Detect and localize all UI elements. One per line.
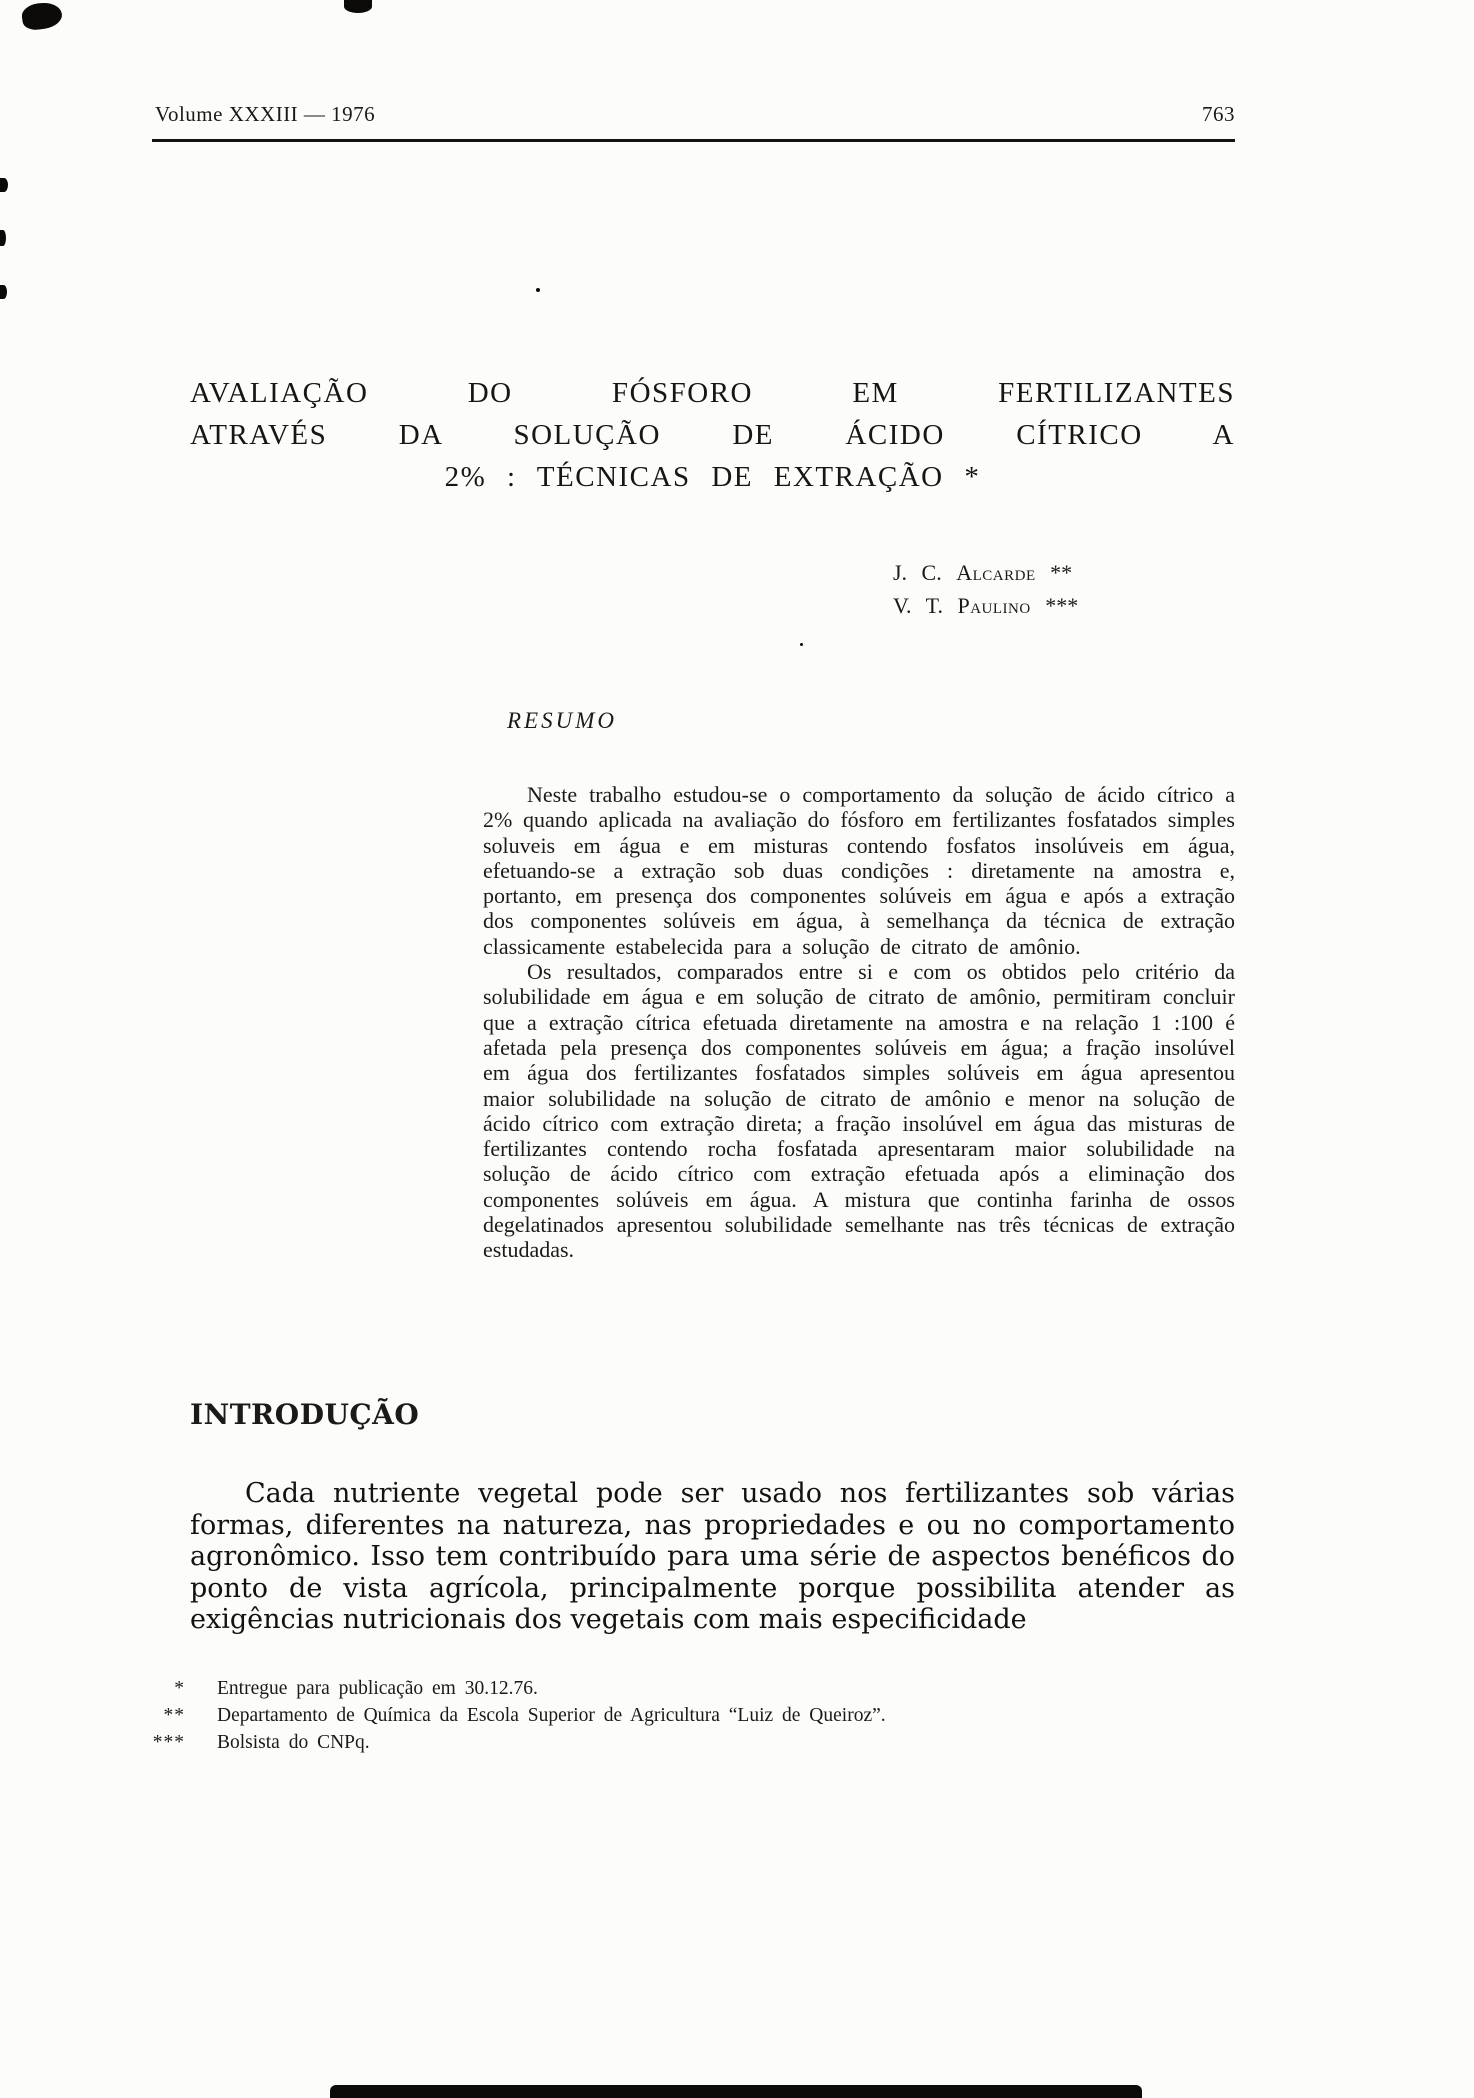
- scan-artifact-speck-1: [536, 288, 540, 292]
- author-line-1: [893, 556, 1078, 589]
- scan-artifact-left-edge-dash-2: [0, 230, 6, 246]
- introduction-heading: INTRODUÇÃO: [190, 1398, 420, 1431]
- abstract-heading: RESUMO: [507, 708, 617, 733]
- scan-artifact-top-left-blob: [20, 0, 63, 31]
- scan-artifact-left-edge-dash-1: [0, 178, 8, 192]
- header-rule: [152, 139, 1235, 142]
- page-number: 763: [1202, 102, 1235, 126]
- introduction-paragraph: Cada nutriente vegetal pode ser usado nos fertilizantes sob várias formas, diferentes na natureza, nas propriedades e ou no comportamento agronômico. Isso tem contribuído para uma série de aspectos benéficos do ponto de vista agrícola, principalmente porque possibilita atender as exigências nutricionais dos vegetais com mais especificidade: [190, 1478, 1235, 1635]
- author-line-2: [893, 589, 1078, 622]
- abstract-paragraph-1: Neste trabalho estudou-se o comportamento da solução de ácido cítrico a 2% quando aplicada na avaliação do fósforo em fertilizantes fosfatados simples soluveis em água e em misturas contendo fosfatos insolúveis em água, efetuando-se a extração sob duas condições : diretamente na amostra e, portanto, em presença dos componentes solúveis em água e após a extração dos componentes solúveis em água, à semelhança da técnica de extração classicamente estabelecida para a solução de citrato de amônio.: [483, 782, 1235, 959]
- title-line-3: 2% : TÉCNICAS DE EXTRAÇÃO *: [444, 461, 981, 493]
- author-2-footnote-marker: ***: [1045, 593, 1079, 618]
- footnote-3-text: Bolsista do CNPq.: [217, 1732, 370, 1753]
- author-1-surname: Alcarde: [956, 560, 1036, 585]
- scan-artifact-left-edge-dash-3: [0, 285, 7, 299]
- footnote-1-marker: *: [174, 1678, 185, 1699]
- author-1-initials: J. C.: [893, 560, 942, 585]
- article-title: [190, 372, 1235, 498]
- authors-block: [893, 556, 1078, 622]
- introduction-body: [190, 1478, 1235, 1636]
- scan-artifact-bottom-bar: [330, 2085, 1142, 2098]
- abstract-body: [483, 782, 1235, 1263]
- author-2-initials: V. T.: [893, 593, 943, 618]
- footnote-3-marker: ***: [152, 1732, 185, 1753]
- author-1-footnote-marker: **: [1050, 560, 1073, 585]
- abstract-paragraph-2: Os resultados, comparados entre si e com os obtidos pelo critério da solubilidade em água e em solução de citrato de amônio, permitiram concluir que a extração cítrica efetuada diretamente na amostra e na relação 1 :100 é afetada pela presença dos componentes solúveis em água; a fração insolúvel em água dos fertilizantes fosfatados simples solúveis em água apresentou maior solubilidade na solução de citrato de amônio e menor na solução de ácido cítrico com extração direta; a fração insolúvel em água das misturas de fertilizantes contendo rocha fosfatada apresentaram maior solubilidade na solução de ácido cítrico com extração efetuada após a eliminação dos componentes solúveis em água. A mistura que continha farinha de ossos degelatinados apresentou solubilidade semelhante nas três técnicas de extração estudadas.: [483, 959, 1235, 1263]
- journal-volume: Volume XXXIII — 1976: [155, 102, 376, 126]
- footnote-1-text: Entregue para publicação em 30.12.76.: [217, 1678, 538, 1699]
- footnote-2-marker: **: [163, 1705, 185, 1726]
- title-line-1: AVALIAÇÃO DO FÓSFORO EM FERTILIZANTES: [190, 377, 1235, 409]
- footnotes: [140, 1676, 1235, 1756]
- footnote-2-text: Departamento de Química da Escola Superior de Agricultura “Luiz de Queiroz”.: [217, 1705, 886, 1726]
- page-header: [155, 102, 1235, 127]
- scan-artifact-speck-2: [800, 643, 803, 646]
- title-line-2: ATRAVÉS DA SOLUÇÃO DE ÁCIDO CÍTRICO A: [190, 419, 1235, 451]
- scan-artifact-top-mark: [344, 0, 372, 13]
- author-2-surname: Paulino: [957, 593, 1031, 618]
